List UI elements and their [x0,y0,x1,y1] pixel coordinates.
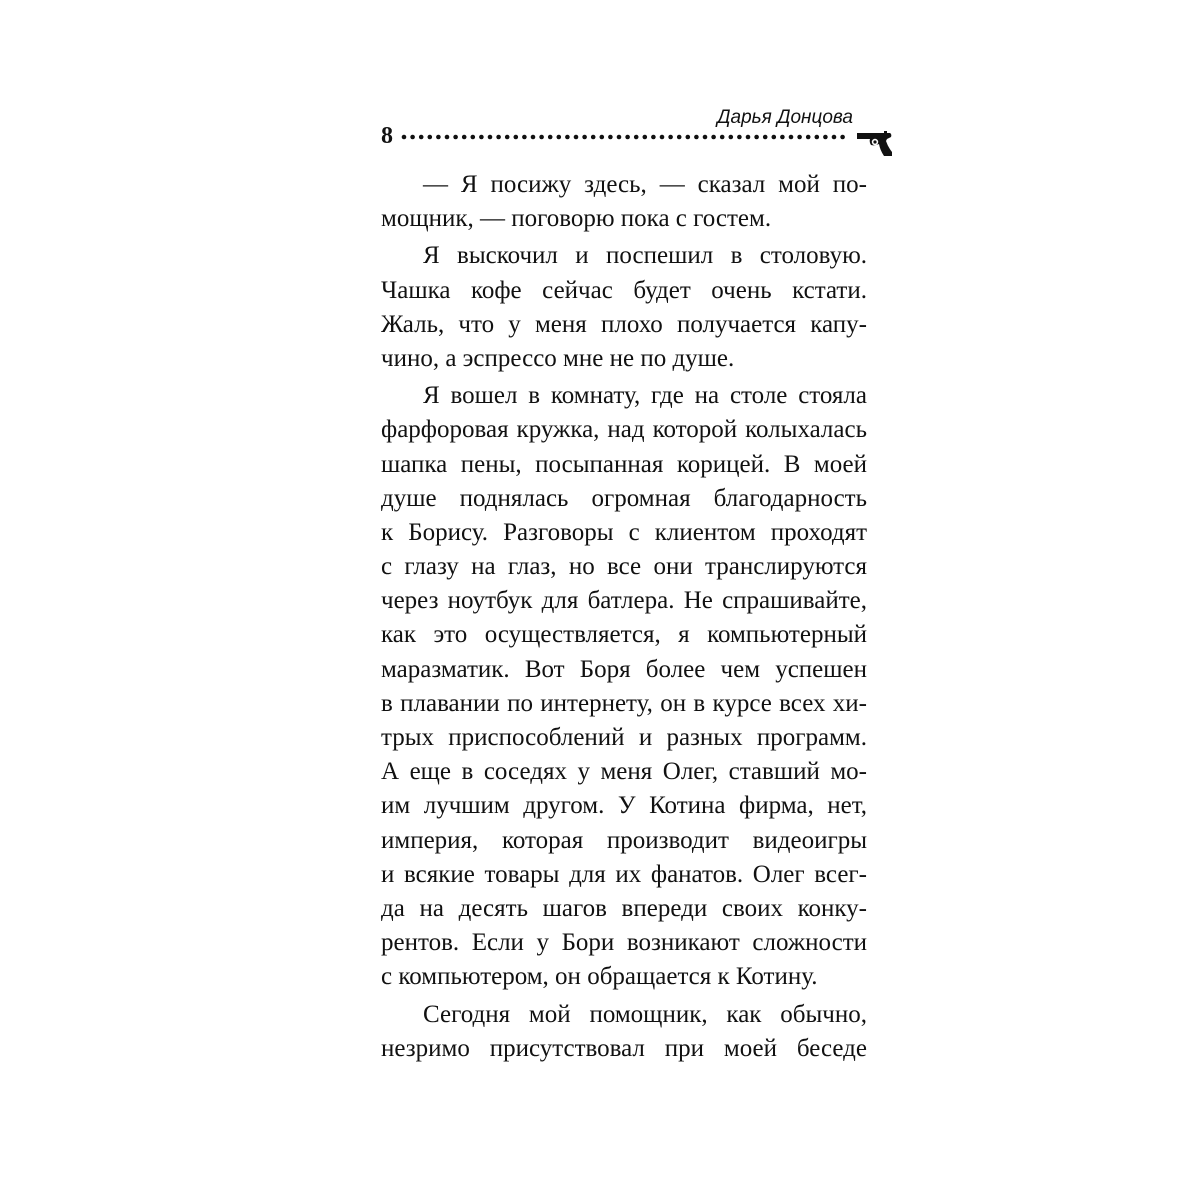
text-line: как это осуществляется, я компьютерный [381,621,867,649]
text-line: в плавании по интернету, он в курсе всех хи- [381,689,867,717]
text-line: да на десять шагов впереди своих конку- [381,894,867,922]
text-line: незримо присутствовал при моей беседе [381,1034,867,1062]
text-line: империя, которая производит видеоигры [381,826,867,854]
text-line: через ноутбук для батлера. Не спрашивайте, [381,587,867,615]
dotted-rule [401,133,846,141]
text-line: и всякие товары для их фанатов. Олег всег- [381,860,867,888]
revolver-icon [857,130,893,156]
text-line: Жаль, что у меня плохо получается капу- [381,310,867,338]
paragraph [381,998,867,1066]
paragraph [381,379,867,994]
paragraph [381,239,867,376]
text-line: к Борису. Разговоры с клиентом проходят [381,518,867,546]
page-number: 8 [381,123,393,149]
running-header [381,106,893,158]
text-line: мощник, — поговорю пока с гостем. [381,205,772,233]
text-line: Сегодня мой помощник, как обычно, [423,1000,867,1028]
text-line: Чашка кофе сейчас будет очень кстати. [381,276,867,304]
text-line: Я выскочил и поспешил в столовую. [423,242,867,270]
text-line: — Я посижу здесь, — сказал мой по- [423,171,867,198]
text-line: им лучшим другом. У Котина фирма, нет, [381,792,867,820]
paragraph [381,168,867,236]
text-line: душе поднялась огромная благодарность [381,484,867,512]
text-line: трых приспособлений и разных программ. [381,724,867,751]
text-line: А еще в соседях у меня Олег, ставший мо- [381,758,867,786]
text-line: шапка пены, посыпанная корицей. В моей [381,450,867,478]
running-header-author: Дарья Донцова [717,107,853,128]
text-line: Я вошел в комнату, где на столе стояла [423,382,867,410]
body-text [381,168,867,1069]
text-line: с компьютером, он обращается к Котину. [381,963,818,991]
text-line: маразматик. Вот Боря более чем успешен [381,655,867,683]
text-line: с глазу на глаз, но все они транслируются [381,553,867,581]
text-line: чино, а эспрессо мне не по душе. [381,344,735,372]
text-line: фарфоровая кружка, над которой колыхалась [381,416,867,444]
text-line: рентов. Если у Бори возникают сложности [381,929,867,957]
